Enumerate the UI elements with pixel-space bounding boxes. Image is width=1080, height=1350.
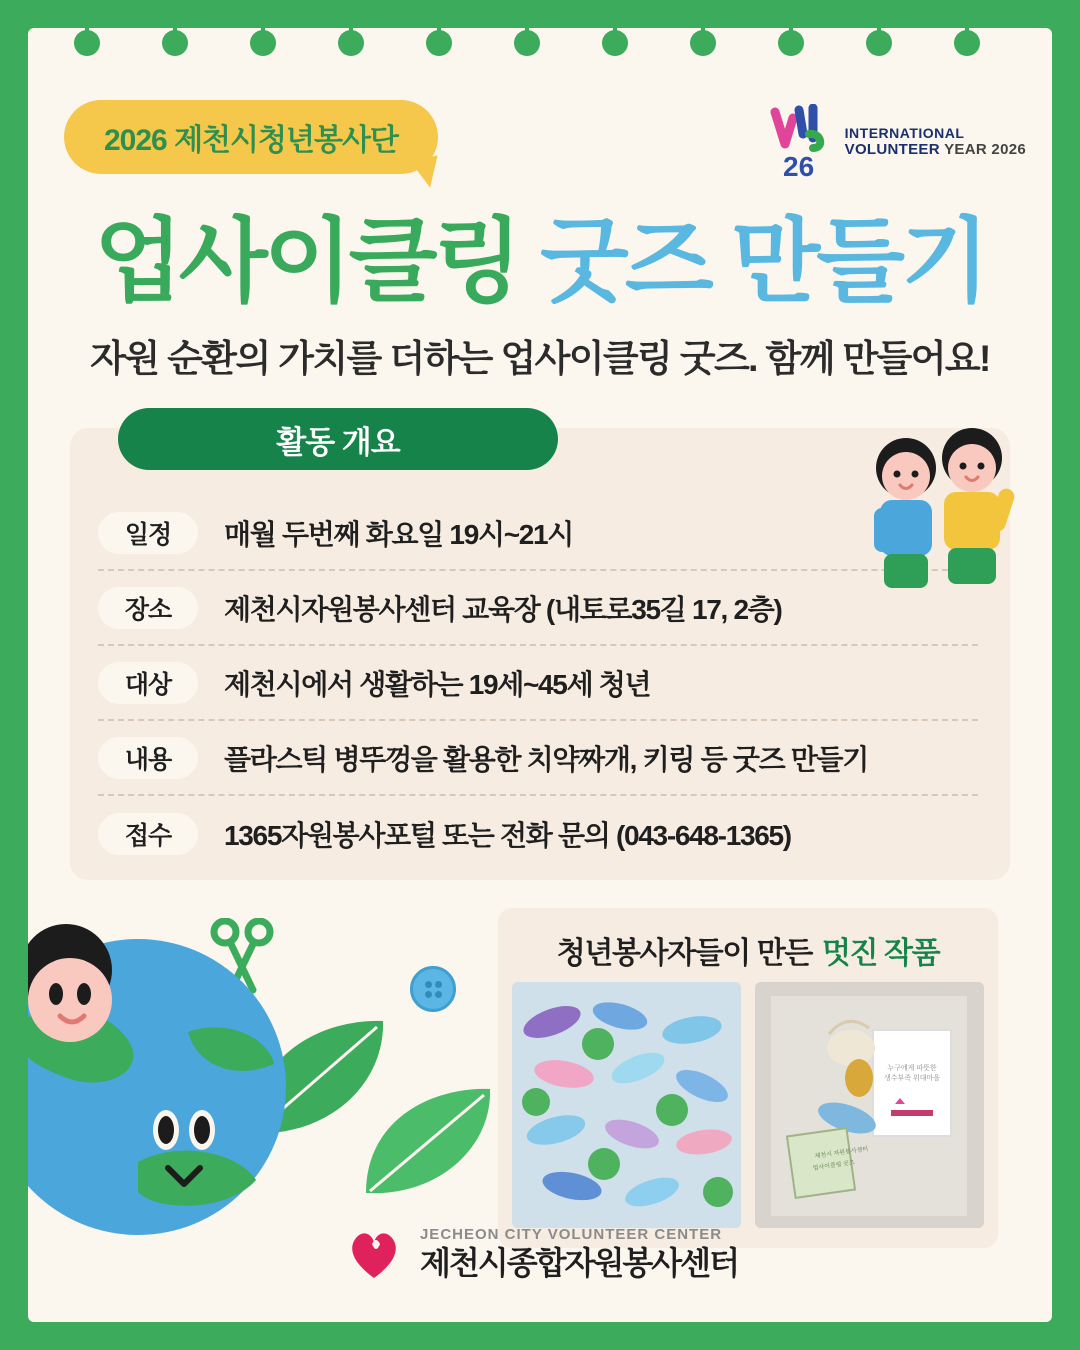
- poster-page: [28, 28, 1052, 1322]
- info-row-key: 장소: [98, 587, 198, 629]
- gallery-card: [498, 908, 998, 1248]
- program-badge: 2026 제천시청년봉사단: [64, 100, 438, 174]
- svg-text:누구에게 따뜻한: 누구에게 따뜻한: [887, 1065, 937, 1072]
- badge-tail: [410, 155, 444, 190]
- info-row-key: 내용: [98, 737, 198, 779]
- info-row: [98, 796, 978, 871]
- info-row: [98, 646, 978, 721]
- info-section-title: 활동 개요: [118, 408, 558, 470]
- info-row-key: 접수: [98, 813, 198, 855]
- iv-logo-year: YEAR 2026: [944, 141, 1026, 159]
- heart-logo-icon: [342, 1222, 406, 1286]
- iv-logo-line1: INTERNATIONAL: [844, 125, 965, 142]
- svg-text:업사이클링 굿즈: 업사이클링 굿즈: [812, 1160, 856, 1172]
- iv-logo-volunteer: VOLUNTEER: [844, 141, 940, 159]
- button-decoration-icon: [410, 966, 456, 1012]
- iv-logo-line2: [845, 141, 1026, 158]
- gallery-title-highlight: 멋진 작품: [821, 937, 940, 970]
- info-row-value: 플라스틱 병뚜껑을 활용한 치약짜개, 키링 등 굿즈 만들기: [224, 743, 869, 775]
- iv-year-logo: [769, 104, 1026, 180]
- gallery-title-plain: 청년봉사자들이 만든: [556, 937, 812, 970]
- info-row-key: 대상: [98, 662, 198, 704]
- photo-packaged-goods: [755, 982, 984, 1228]
- info-row-value: 매월 두번째 화요일 19시~21시: [224, 518, 574, 550]
- info-row-value: 제천시에서 생활하는 19세~45세 청년: [224, 668, 651, 700]
- footer-logo: [28, 1222, 1052, 1286]
- iv-logo-mark-icon: [769, 104, 835, 180]
- title-part1: 업사이클링: [94, 211, 519, 313]
- gallery-photos: [512, 982, 984, 1228]
- gallery-title: [512, 922, 984, 978]
- info-row-value: 1365자원봉사포털 또는 전화 문의 (043-648-1365): [224, 819, 791, 851]
- svg-text:생수부족 위대마을: 생수부족 위대마을: [883, 1075, 941, 1082]
- svg-text:제천시 자원봉사센터: 제천시 자원봉사센터: [814, 1146, 869, 1160]
- page-subtitle: 자원 순환의 가치를 더하는 업사이클링 굿즈. 함께 만들어요!: [90, 338, 990, 379]
- footer-korean-name: 제천시종합자원봉사센터: [419, 1244, 739, 1281]
- page-title: [28, 188, 1052, 320]
- info-row: [98, 721, 978, 796]
- svg-text:26: 26: [782, 151, 814, 180]
- info-row-key: 일정: [98, 512, 198, 554]
- footer-text: [420, 1226, 738, 1282]
- iv-logo-text: [845, 125, 1026, 158]
- volunteer-characters-icon: [844, 428, 1044, 608]
- footer-english-name: JECHEON CITY VOLUNTEER CENTER: [419, 1225, 723, 1243]
- photo-keyrings: [512, 982, 741, 1228]
- earth-character-icon: [28, 912, 318, 1242]
- info-row-value: 제천시자원봉사센터 교육장 (내토로35길 17, 2층): [224, 593, 782, 625]
- leaf-icon: [358, 1083, 498, 1208]
- title-part2: 굿즈 만들기: [540, 211, 986, 313]
